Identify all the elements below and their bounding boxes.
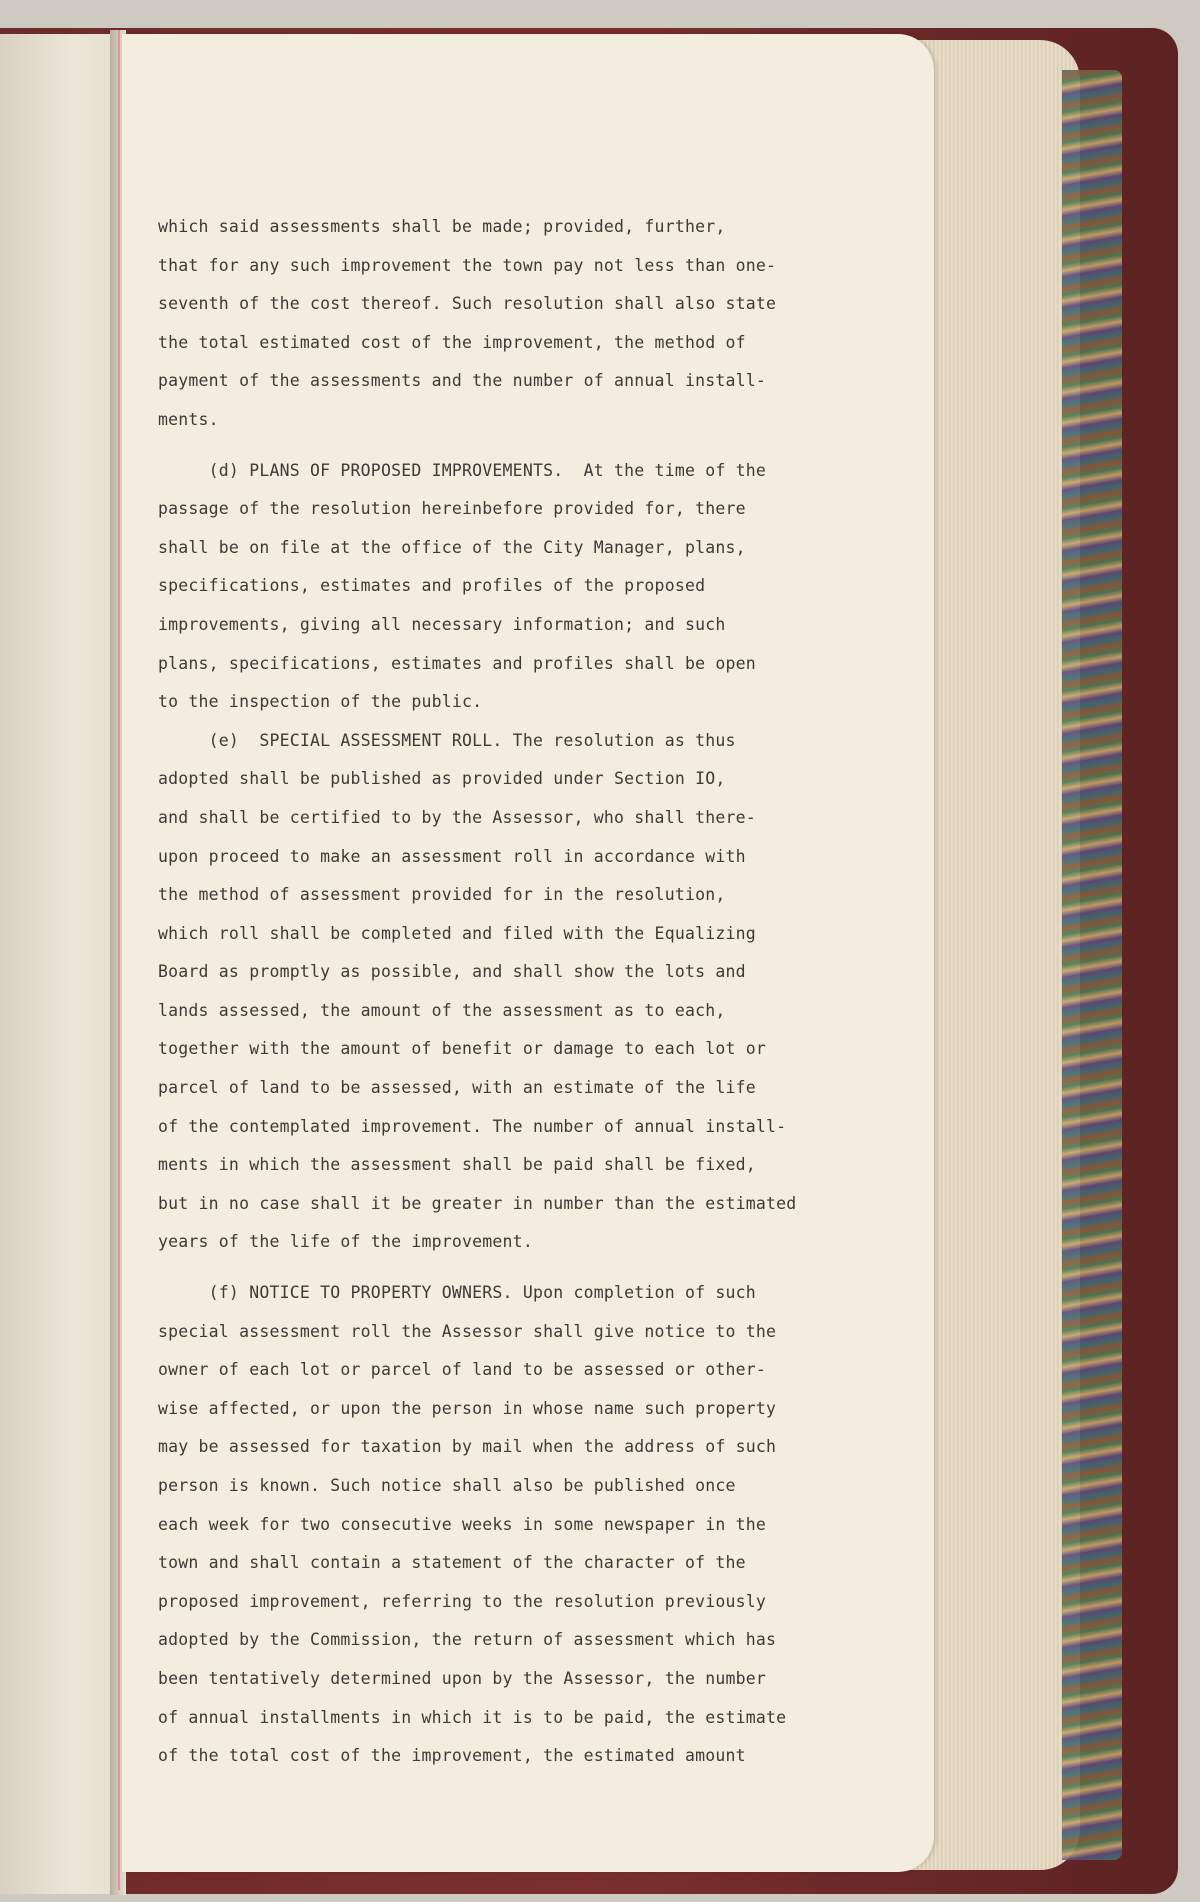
text-line: ments in which the assessment shall be paid shall be fixed, bbox=[158, 1155, 756, 1175]
text-line: plans, specifications, estimates and profiles shall be open bbox=[158, 653, 756, 673]
text-line: which said assessments shall be made; provided, further, bbox=[158, 217, 726, 236]
text-line: of the total cost of the improvement, the estimated amount bbox=[158, 1746, 746, 1766]
text-line: of annual installments in which it is to be paid, the estimate bbox=[158, 1707, 787, 1727]
text-line: the total estimated cost of the improvement, the method of bbox=[158, 332, 746, 352]
text-line: shall be on file at the office of the City Manager, plans, bbox=[158, 537, 746, 557]
text-line: adopted by the Commission, the return of assessment which has bbox=[158, 1630, 777, 1650]
text-line: adopted shall be published as provided under Section IO, bbox=[158, 769, 726, 789]
typed-text-body bbox=[158, 208, 878, 1776]
text-line: to the inspection of the public. bbox=[158, 692, 483, 712]
text-line: town and shall contain a statement of the character of the bbox=[158, 1553, 746, 1573]
section-heading-line: (f) NOTICE TO PROPERTY OWNERS. Upon completion of such bbox=[158, 1283, 756, 1303]
text-line: upon proceed to make an assessment roll in accordance with bbox=[158, 846, 746, 866]
text-line: together with the amount of benefit or damage to each lot or bbox=[158, 1039, 767, 1059]
text-line: years of the life of the improvement. bbox=[158, 1232, 533, 1252]
margin-rule bbox=[118, 30, 120, 1890]
text-line: seventh of the cost thereof. Such resolution shall also state bbox=[158, 294, 777, 314]
marbled-fore-edge bbox=[1062, 70, 1122, 1860]
section-heading-line: (d) PLANS OF PROPOSED IMPROVEMENTS. At the time of the bbox=[158, 460, 767, 480]
previous-page bbox=[0, 34, 122, 1894]
text-line: payment of the assessments and the number of annual install- bbox=[158, 371, 767, 391]
text-line: and shall be certified to by the Assessor, who shall there- bbox=[158, 807, 756, 827]
text-line: each week for two consecutive weeks in some newspaper in the bbox=[158, 1514, 767, 1534]
section-heading-line: (e) SPECIAL ASSESSMENT ROLL. The resolution as thus bbox=[158, 730, 736, 750]
text-line: lands assessed, the amount of the assessment as to each, bbox=[158, 1000, 726, 1020]
text-line: been tentatively determined upon by the Assessor, the number bbox=[158, 1668, 767, 1688]
text-line: the method of assessment provided for in the resolution, bbox=[158, 885, 726, 905]
text-line: passage of the resolution hereinbefore provided for, there bbox=[158, 499, 746, 519]
text-line: improvements, giving all necessary information; and such bbox=[158, 614, 726, 634]
text-line: Board as promptly as possible, and shall show the lots and bbox=[158, 962, 746, 982]
text-line: may be assessed for taxation by mail when the address of such bbox=[158, 1437, 777, 1457]
text-line: wise affected, or upon the person in whose name such property bbox=[158, 1398, 777, 1418]
text-line: but in no case shall it be greater in number than the estimated bbox=[158, 1193, 797, 1213]
text-line: parcel of land to be assessed, with an estimate of the life bbox=[158, 1078, 756, 1098]
text-line: proposed improvement, referring to the resolution previously bbox=[158, 1591, 767, 1611]
text-line: which roll shall be completed and filed with the Equalizing bbox=[158, 923, 756, 943]
text-line: owner of each lot or parcel of land to be assessed or other- bbox=[158, 1360, 767, 1380]
paragraph-gap bbox=[158, 1262, 878, 1274]
text-line: person is known. Such notice shall also be published once bbox=[158, 1476, 736, 1495]
text-line: of the contemplated improvement. The number of annual install- bbox=[158, 1116, 787, 1136]
text-line: ments. bbox=[158, 409, 219, 429]
text-line: specifications, estimates and profiles of the proposed bbox=[158, 576, 706, 596]
paragraph-gap bbox=[158, 440, 878, 452]
text-line: that for any such improvement the town pay not less than one- bbox=[158, 255, 777, 275]
text-line: special assessment roll the Assessor shall give notice to the bbox=[158, 1321, 777, 1341]
